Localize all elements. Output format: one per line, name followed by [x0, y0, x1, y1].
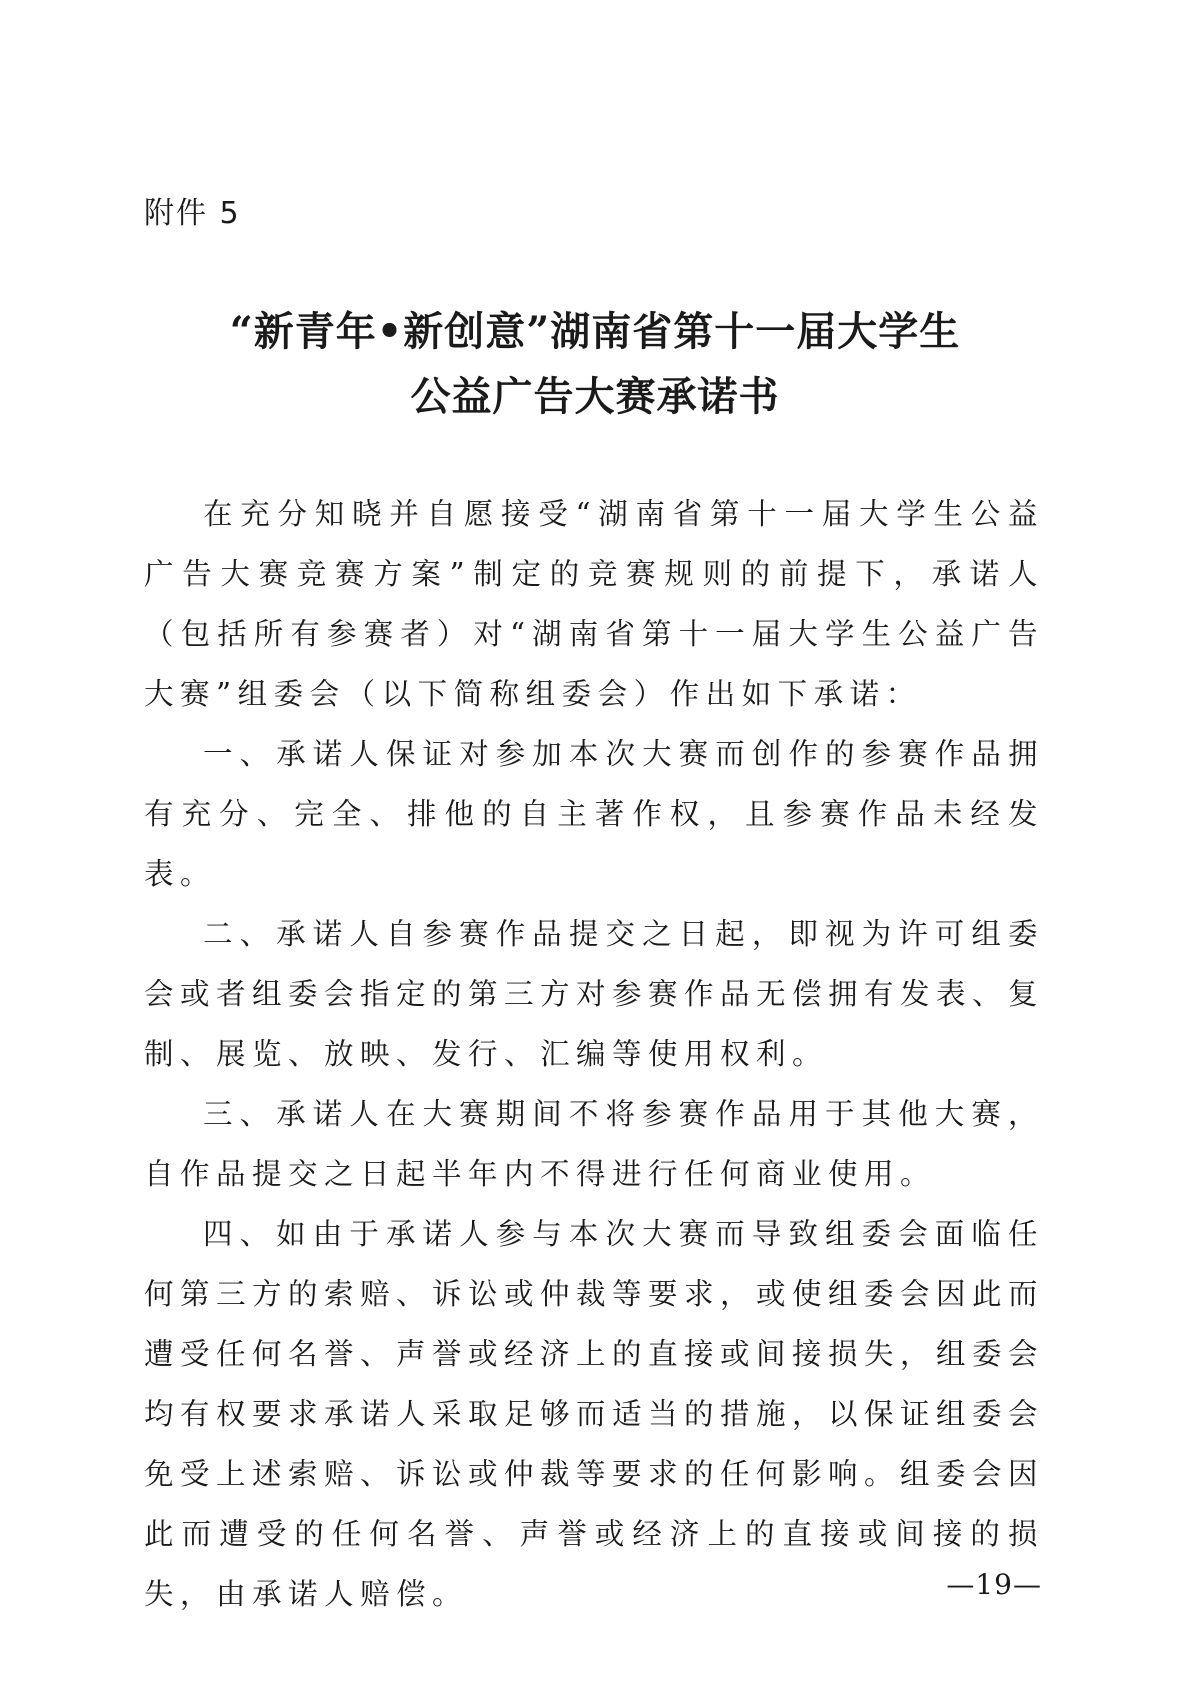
- paragraph-intro: 在充分知晓并自愿接受“湖南省第十一届大学生公益广告大赛竞赛方案”制定的竞赛规则的前提下，承诺人（包括所有参赛者）对“湖南省第十一届大学生公益广告大赛”组委会（以下简称组委会）作出如下承诺：: [144, 497, 1044, 711]
- paragraph-clause-3: 三、承诺人在大赛期间不将参赛作品用于其他大赛，自作品提交之日起半年内不得进行任何商业使用。: [144, 1097, 1044, 1191]
- page-number: —19—: [946, 1568, 1042, 1601]
- document-title-line-2: 公益广告大赛承诺书: [410, 373, 780, 420]
- paragraph-clause-1: 一、承诺人保证对参加本次大赛而创作的参赛作品拥有充分、完全、排他的自主著作权，且参赛作品未经发表。: [144, 737, 1044, 891]
- attachment-label: 附件 5: [144, 196, 241, 231]
- document-body: [144, 484, 1044, 1624]
- document-title-line-1: “新青年•新创意”湖南省第十一届大学生: [229, 308, 961, 355]
- paragraph-clause-4: 四、如由于承诺人参与本次大赛而导致组委会面临任何第三方的索赔、诉讼或仲裁等要求，或使组委会因此而遭受任何名誉、声誉或经济上的直接或间接损失，组委会均有权要求承诺人采取足够而适当的措施，以保证组委会免受上述索赔、诉讼或仲裁等要求的任何影响。组委会因此而遭受的任何名誉、声誉或经济上的直接或间接的损失，由承诺人赔偿。: [144, 1217, 1045, 1611]
- paragraph-clause-2: 二、承诺人自参赛作品提交之日起，即视为许可组委会或者组委会指定的第三方对参赛作品无偿拥有发表、复制、展览、放映、发行、汇编等使用权利。: [144, 917, 1045, 1071]
